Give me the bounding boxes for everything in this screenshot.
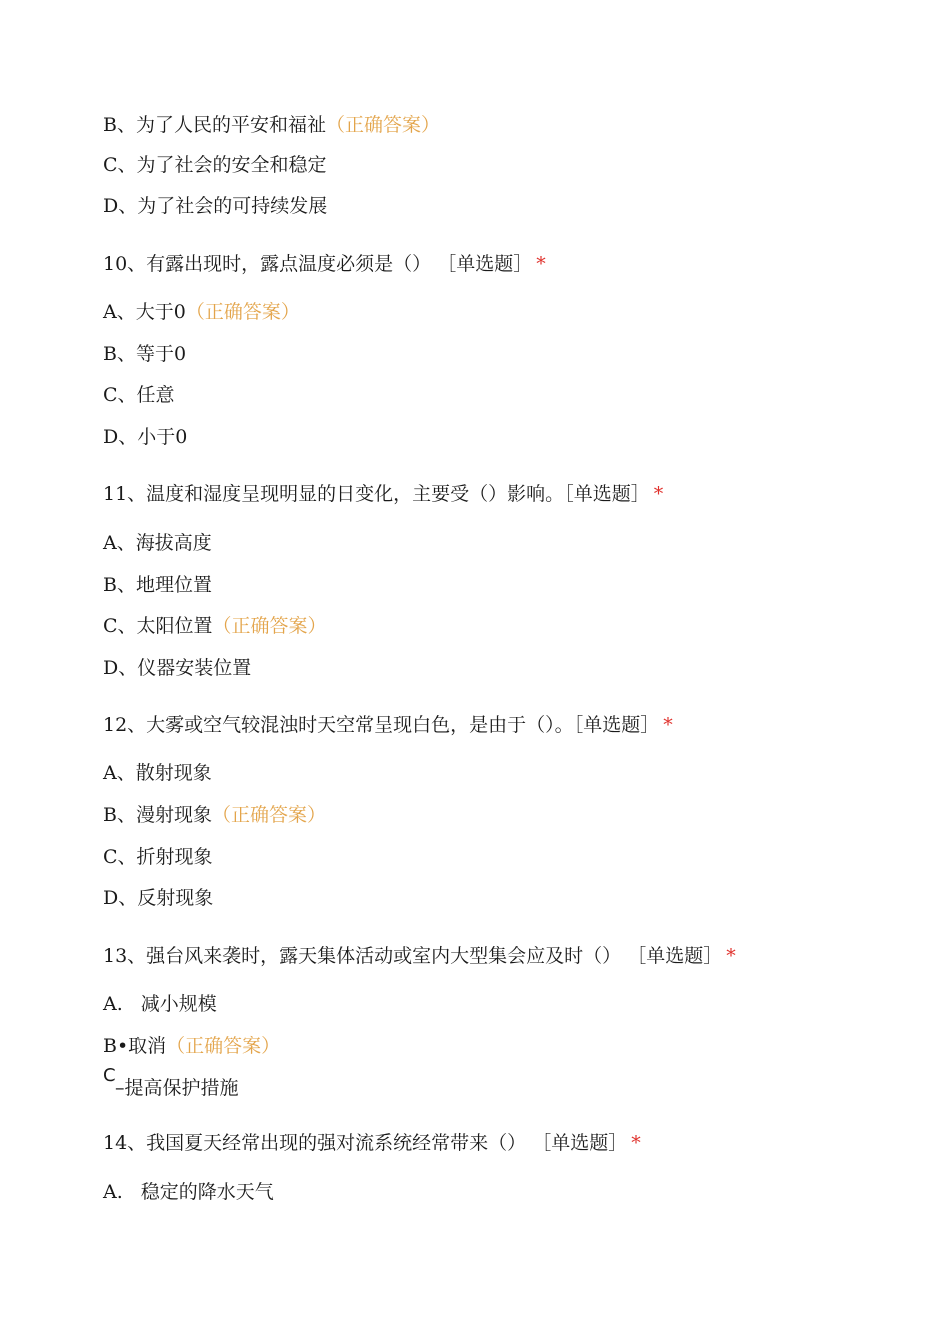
q14-option-a[interactable]: A. 稳定的降水天气 <box>103 1181 274 1203</box>
correct-answer-tag: （正确答案） <box>212 615 327 637</box>
q13-option-c[interactable]: –提高保护措施 <box>115 1077 239 1099</box>
required-mark: * <box>536 253 546 275</box>
question-12-title: 12、大雾或空气较混浊时天空常呈现白色，是由于（）。［单选题］ * <box>103 714 673 736</box>
q11-option-a[interactable]: A、海拔高度 <box>103 532 212 554</box>
correct-answer-tag: （正确答案） <box>211 804 326 826</box>
q13-option-c-letter: C <box>103 1065 116 1086</box>
q10-option-c[interactable]: C、任意 <box>103 384 175 406</box>
required-mark: * <box>653 483 664 505</box>
q9-option-d[interactable]: D、为了社会的可持续发展 <box>103 195 328 217</box>
question-13-title: 13、强台风来袭时，露天集体活动或室内大型集会应及时（） ［单选题］ * <box>103 945 736 967</box>
correct-answer-tag: （正确答案） <box>325 114 440 136</box>
correct-answer-tag: （正确答案） <box>185 301 300 323</box>
q10-option-b[interactable]: B、等于0 <box>103 343 187 365</box>
q13-option-b[interactable]: B•取消（正确答案） <box>103 1035 281 1057</box>
q11-option-d[interactable]: D、仪器安装位置 <box>103 657 252 679</box>
q12-option-d[interactable]: D、反射现象 <box>103 887 214 909</box>
question-11-title: 11、温度和湿度呈现明显的日变化，主要受（）影响。［单选题］ * <box>103 483 664 505</box>
question-type: ［单选题］ <box>627 945 723 967</box>
q13-option-a[interactable]: A. 减小规模 <box>103 993 217 1015</box>
question-14-title: 14、我国夏天经常出现的强对流系统经常带来（） ［单选题］ * <box>103 1132 641 1154</box>
question-type: ［单选题］ <box>437 253 533 275</box>
q11-option-c[interactable]: C、太阳位置（正确答案） <box>103 615 327 637</box>
q10-option-d[interactable]: D、小于0 <box>103 426 188 448</box>
required-mark: * <box>631 1132 641 1154</box>
required-mark: * <box>726 945 736 967</box>
question-type: ［单选题］ <box>564 483 650 505</box>
q12-option-b[interactable]: B、漫射现象（正确答案） <box>103 804 326 826</box>
q11-option-b[interactable]: B、地理位置 <box>103 574 212 596</box>
q9-option-c[interactable]: C、为了社会的安全和稳定 <box>103 154 327 176</box>
q12-option-c[interactable]: C、折射现象 <box>103 846 213 868</box>
required-mark: * <box>663 714 673 736</box>
q9-option-b[interactable]: B、为了人民的平安和福祉（正确答案） <box>103 114 440 136</box>
q10-option-a[interactable]: A、大于0（正确答案） <box>103 301 300 323</box>
question-type: ［单选题］ <box>532 1132 628 1154</box>
q12-option-a[interactable]: A、散射现象 <box>103 762 212 784</box>
correct-answer-tag: （正确答案） <box>166 1035 281 1057</box>
question-10-title: 10、有露出现时，露点温度必须是（） ［单选题］ * <box>103 253 546 275</box>
question-type: ［单选题］ <box>573 714 660 736</box>
